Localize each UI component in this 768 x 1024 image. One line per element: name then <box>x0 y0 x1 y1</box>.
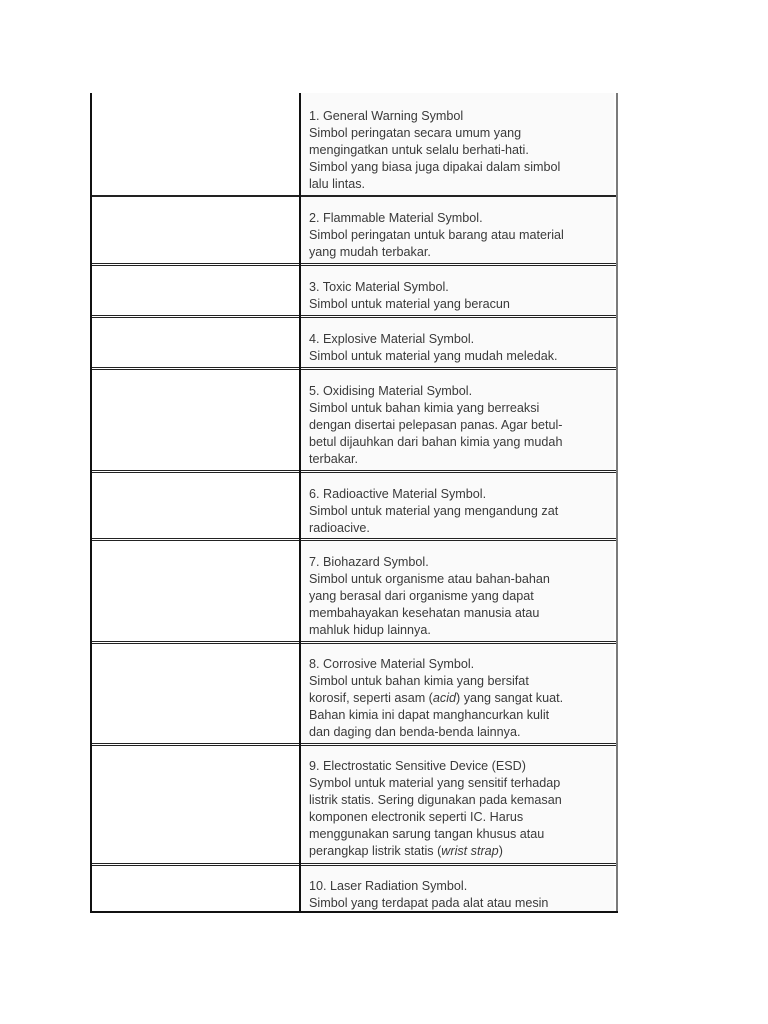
table-column-divider <box>299 93 301 913</box>
table-row <box>90 318 614 367</box>
description-cell <box>301 197 614 263</box>
symbol-title: 1. General Warning Symbol <box>309 109 464 123</box>
description-cell <box>301 370 614 470</box>
description-cell <box>301 93 614 195</box>
symbol-title: 2. Flammable Material Symbol. <box>309 211 483 225</box>
description-line: lalu lintas. <box>309 177 366 191</box>
description-cell <box>301 746 614 863</box>
description-line: Simbol peringatan untuk barang atau material <box>309 228 564 242</box>
description-line: yang mudah terbakar. <box>309 245 431 259</box>
symbol-title: 4. Explosive Material Symbol. <box>309 332 475 346</box>
symbol-title: 8. Corrosive Material Symbol. <box>309 657 475 671</box>
description-line: komponen electronik seperti IC. Harus <box>309 810 524 824</box>
description-line: dengan disertai pelepasan panas. Agar betul- <box>309 418 563 432</box>
description-line: Symbol untuk material yang sensitif terhadap <box>309 776 561 790</box>
table-row <box>90 644 614 743</box>
symbol-title: 10. Laser Radiation Symbol. <box>309 879 468 893</box>
description-line: mahluk hidup lainnya. <box>309 623 431 637</box>
description-line: yang berasal dari organisme yang dapat <box>309 589 534 603</box>
description-line: mengingatkan untuk selalu berhati-hati. <box>309 143 529 157</box>
table-row <box>90 473 614 538</box>
description-cell <box>301 473 614 538</box>
description-line: Simbol peringatan secara umum yang <box>309 126 522 140</box>
italic-term: wrist strap <box>441 844 499 858</box>
description-line: Simbol untuk material yang mengandung zat <box>309 504 559 518</box>
description-line: Simbol yang biasa juga dipakai dalam simbol <box>309 160 561 174</box>
description-line: Simbol untuk organisme atau bahan-bahan <box>309 572 550 586</box>
table-row <box>90 93 614 195</box>
symbol-image-cell <box>92 370 299 470</box>
text-run: ) yang sangat kuat. <box>456 691 564 705</box>
symbol-title: 6. Radioactive Material Symbol. <box>309 487 487 501</box>
description-line: Bahan kimia ini dapat manghancurkan kulit <box>309 708 550 722</box>
description-line: menggunakan sarung tangan khusus atau <box>309 827 545 841</box>
symbol-title: 9. Electrostatic Sensitive Device (ESD) <box>309 759 526 773</box>
description-cell <box>301 866 614 911</box>
table-right-border <box>616 93 618 913</box>
table-row <box>90 746 614 863</box>
description-cell <box>301 541 614 641</box>
description-line: Simbol untuk material yang mudah meledak. <box>309 349 558 363</box>
symbol-title: 7. Biohazard Symbol. <box>309 555 429 569</box>
description-line: membahayakan kesehatan manusia atau <box>309 606 540 620</box>
symbol-image-cell <box>92 197 299 263</box>
table-row <box>90 266 614 315</box>
table-row <box>90 197 614 263</box>
symbol-table <box>90 93 618 913</box>
description-line: Simbol untuk bahan kimia yang bersifat <box>309 674 529 688</box>
table-bottom-border <box>90 911 618 913</box>
symbol-image-cell <box>92 93 299 195</box>
description-cell <box>301 318 614 367</box>
description-line: listrik statis. Sering digunakan pada kemasan <box>309 793 562 807</box>
description-line: betul dijauhkan dari bahan kimia yang mudah <box>309 435 563 449</box>
description-line-rich <box>309 690 606 707</box>
table-row <box>90 370 614 470</box>
description-line-rich <box>309 843 606 860</box>
description-line: Simbol yang terdapat pada alat atau mesin <box>309 896 549 910</box>
symbol-image-cell <box>92 318 299 367</box>
description-line: terbakar. <box>309 452 359 466</box>
symbol-image-cell <box>92 473 299 538</box>
italic-term: acid <box>432 691 456 705</box>
description-cell <box>301 644 614 743</box>
description-line: radioacive. <box>309 521 370 535</box>
symbol-image-cell <box>92 866 299 911</box>
text-run: korosif, seperti asam ( <box>309 691 433 705</box>
text-run: ) <box>498 844 503 858</box>
table-left-border <box>90 93 92 913</box>
table-row <box>90 541 614 641</box>
symbol-image-cell <box>92 266 299 315</box>
text-run: perangkap listrik statis ( <box>309 844 442 858</box>
description-line: Simbol untuk bahan kimia yang berreaksi <box>309 401 540 415</box>
symbol-title: 5. Oxidising Material Symbol. <box>309 384 473 398</box>
symbol-image-cell <box>92 746 299 863</box>
symbol-image-cell <box>92 541 299 641</box>
description-line: Simbol untuk material yang beracun <box>309 297 510 311</box>
symbol-title: 3. Toxic Material Symbol. <box>309 280 449 294</box>
symbol-image-cell <box>92 644 299 743</box>
table-row <box>90 866 614 911</box>
description-cell <box>301 266 614 315</box>
description-line: dan daging dan benda-benda lainnya. <box>309 725 521 739</box>
